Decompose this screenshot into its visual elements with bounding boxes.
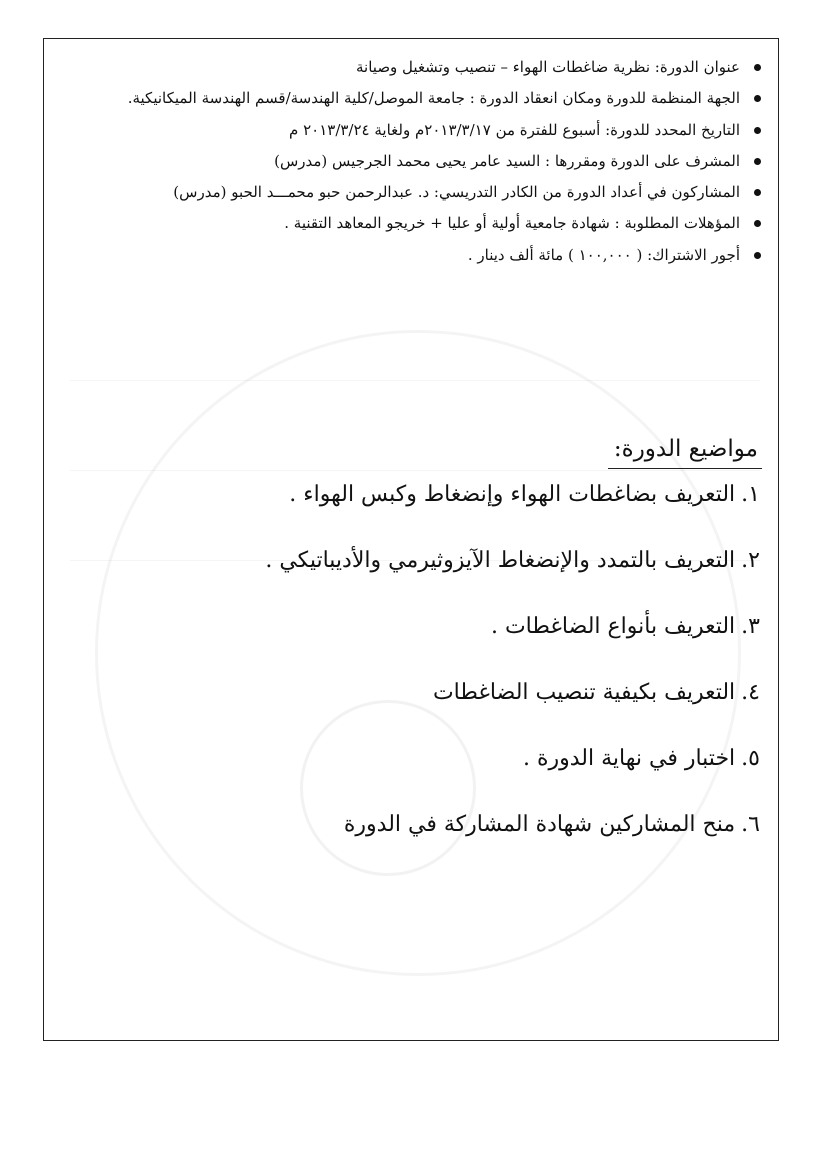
- topic-number: ١.: [741, 482, 760, 507]
- topic-item: [70, 472, 760, 538]
- bullet-icon: [754, 127, 761, 134]
- bullet-icon: [754, 252, 761, 259]
- topic-number: ٤.: [741, 680, 760, 705]
- topic-item: [70, 802, 760, 868]
- topic-item: [70, 736, 760, 802]
- topic-item: [70, 670, 760, 736]
- topic-number: ٦.: [741, 812, 760, 837]
- topic-text: منح المشاركين شهادة المشاركة في الدورة: [343, 812, 736, 837]
- topic-number: ٥.: [741, 746, 760, 771]
- info-item-dates: التاريخ المحدد للدورة: أسبوع للفترة من ٢٠١٣/٣/١٧م ولغاية ٢٠١٣/٣/٢٤ م: [64, 115, 764, 146]
- info-item-title: عنوان الدورة: نظرية ضاغطات الهواء – تنصيب وتشغيل وصيانة: [64, 52, 764, 83]
- info-item-participants: المشاركون في أعداد الدورة من الكادر التدريسي: د. عبدالرحمن حبو محمـــد الحبو (مدرس): [64, 177, 764, 208]
- info-item-organizer: الجهة المنظمة للدورة ومكان انعقاد الدورة : جامعة الموصل/كلية الهندسة/قسم الهندسة الميكانيكية.: [64, 83, 764, 114]
- bullet-icon: [754, 189, 761, 196]
- course-info-list: [64, 52, 764, 271]
- bullet-icon: [754, 95, 761, 102]
- topic-number: ٣.: [741, 614, 760, 639]
- info-item-qualifications: المؤهلات المطلوبة : شهادة جامعية أولية أو عليا + خريجو المعاهد التقنية .: [64, 208, 764, 239]
- topic-text: التعريف بكيفية تنصيب الضاغطات: [432, 680, 736, 705]
- bullet-icon: [754, 64, 761, 71]
- topic-item: [70, 604, 760, 670]
- topic-text: التعريف بضاغطات الهواء وإنضغاط وكبس الهواء .: [289, 482, 736, 507]
- topic-text: اختبار في نهاية الدورة .: [523, 746, 736, 771]
- bleed-through-line: [70, 470, 760, 471]
- topics-list: [70, 472, 760, 868]
- topic-text: التعريف بأنواع الضاغطات .: [490, 614, 736, 639]
- bullet-icon: [754, 220, 761, 227]
- topic-text: التعريف بالتمدد والإنضغاط الآيزوثيرمي والأديباتيكي .: [265, 548, 736, 573]
- topic-item: [70, 538, 760, 604]
- bullet-icon: [754, 158, 761, 165]
- topics-heading: مواضيع الدورة:: [608, 432, 762, 469]
- info-item-supervisor: المشرف على الدورة ومقررها : السيد عامر يحيى محمد الجرجيس (مدرس): [64, 146, 764, 177]
- topic-number: ٢.: [741, 548, 760, 573]
- bleed-through-line: [70, 380, 760, 381]
- info-item-fees: أجور الاشتراك: ( ١٠٠,٠٠٠ ) مائة ألف دينار .: [64, 240, 764, 271]
